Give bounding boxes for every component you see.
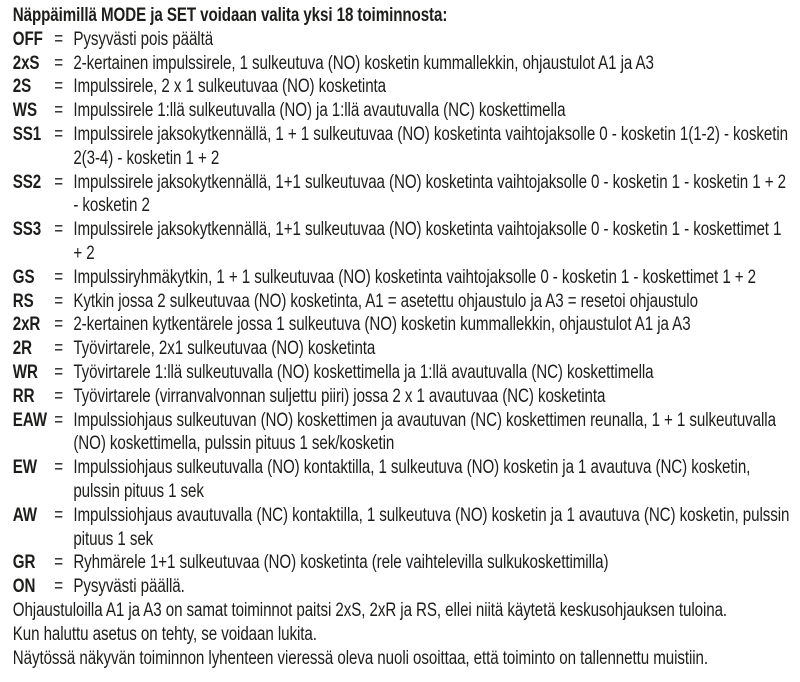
function-code: OFF [12,28,43,50]
equals-sign: = [54,100,63,122]
equals-sign: = [54,28,63,50]
equals-sign: = [54,290,63,312]
equals-sign: = [54,338,63,360]
equals-sign: = [54,123,63,145]
function-code: RS [12,290,34,312]
equals-sign: = [54,504,63,526]
function-row-off [13,28,800,52]
equals-sign: = [54,361,63,383]
function-row-ss1 [13,123,800,171]
function-description: Impulssirele, 2 x 1 sulkeutuvaa (NO) kosketinta [73,76,387,98]
function-row-2r [13,337,800,361]
function-description: Impulssirele jaksokytkennällä, 1+1 sulkeutuvaa (NO) kosketinta vaihtojaksolle 0 - kosketin 1 - kosketin 1 + 2 - kosketin 2 [73,171,786,217]
equals-sign: = [54,385,63,407]
function-code: 2R [12,338,32,360]
function-code: EAW [12,409,48,431]
function-description: Impulssiohjaus avautuvalla (NC) kontaktilla, 1 sulkeutuva (NO) kosketin ja 1 avautuva (NC) kosketin, pulssin pituus 1 sek [73,504,790,550]
function-code: WR [12,361,38,383]
function-code: 2xS [12,52,40,74]
function-row-eaw [13,409,800,457]
function-description: Työvirtarele 1:llä sulkeutuvalla (NO) koskettimella ja 1:llä avautuvalla (NC) koskettimella [73,361,654,383]
function-row-rs [13,290,800,314]
equals-sign: = [54,52,63,74]
equals-sign: = [54,219,63,241]
function-description: Impulssirele jaksokytkennällä, 1+1 sulkeutuvaa (NO) kosketinta vaihtojaksolle 0 - kosketin 1 - koskettimet 1 + 2 [73,219,782,264]
function-description: Impulssirele 1:llä sulkeutuvalla (NO) ja 1:llä avautuvalla (NC) koskettimella [73,100,566,122]
function-description: Työvirtarele (virranvalvonnan suljettu piiri) jossa 2 x 1 avautuvaa (NC) kosketinta [73,385,606,407]
equals-sign: = [54,314,63,336]
note-lock-setting: Kun haluttu asetus on tehty, se voidaan lukita. [12,623,317,645]
function-code: GS [12,266,35,288]
function-code: ON [12,576,36,598]
function-row-2xr [13,313,800,337]
function-description: Pysyvästi pois päältä [73,28,214,50]
function-row-gs [13,266,800,290]
function-row-ss3 [13,218,800,266]
function-code: 2S [12,76,32,98]
function-code: SS3 [12,219,42,241]
equals-sign: = [54,76,63,98]
function-row-2xs [13,52,800,76]
note-display-arrow: Näytössä näkyvän toiminnon lyhenteen vieressä oleva nuoli osoittaa, että toiminto on tallennettu muistiin. [12,647,709,669]
function-code: 2xR [12,314,41,336]
function-list [13,28,800,599]
function-description: Työvirtarele, 2x1 sulkeutuvaa (NO) kosketinta [73,338,376,360]
equals-sign: = [54,266,63,288]
equals-sign: = [54,576,63,598]
function-code: GR [12,552,36,574]
function-code: WS [12,100,37,122]
footer-notes [13,599,800,670]
function-description: Kytkin jossa 2 sulkeutuvaa (NO) kosketinta, A1 = asetettu ohjaustulo ja A3 = resetoi ohjaustulo [73,290,698,312]
function-description: Impulssiohjaus sulkeutuvan (NO) koskettimen ja avautuvan (NC) koskettimen reunalla, 1 + 1 sulkeutuvalla (NO) koskettimella, pulssin pituus 1 sek/kosketin [73,409,776,455]
function-description: Impulssiryhmäkytkin, 1 + 1 sulkeutuvaa (NO) kosketinta vaihtojaksolle 0 - kosketin 1 - koskettimet 1 + 2 [73,266,757,288]
function-code: SS1 [12,123,42,145]
equals-sign: = [54,552,63,574]
function-description: Impulssirele jaksokytkennällä, 1 + 1 sulkeutuvaa (NO) kosketinta vaihtojaksolle 0 - kosketin 1(1-2) - kosketin 2(3-4) - kosketin 1 + 2 [73,123,788,169]
function-row-2s [13,75,800,99]
equals-sign: = [54,171,63,193]
function-row-gr [13,551,800,575]
function-row-rr [13,385,800,409]
function-code: EW [12,457,37,479]
note-control-inputs: Ohjaustuloilla A1 ja A3 on samat toiminnot paitsi 2xS, 2xR ja RS, ellei niitä käytetä keskusohjauksen tuloina. [12,599,728,621]
function-row-ew [13,456,800,504]
function-description: Ryhmärele 1+1 sulkeutuvaa (NO) kosketinta (rele vaihtelevilla sulkukoskettimilla) [73,552,609,574]
function-description: 2-kertainen kytkentärele jossa 1 sulkeutuva (NO) kosketin kummallekkin, ohjaustulot A1 ja A3 [73,314,691,336]
function-description: Impulssiohjaus sulkeutuvalla (NO) kontaktilla, 1 sulkeutuva (NO) kosketin ja 1 avautuva (NC) kosketin, pulssin pituus 1 sek [73,457,751,502]
function-row-on [13,575,800,599]
function-row-ws [13,99,800,123]
equals-sign: = [54,457,63,479]
function-code: AW [12,504,37,526]
function-description: Pysyvästi päällä. [73,576,185,598]
function-row-aw [13,504,800,552]
function-row-wr [13,361,800,385]
function-code: SS2 [12,171,42,193]
function-row-ss2 [13,171,800,219]
equals-sign: = [54,409,63,431]
function-code: RR [12,385,35,407]
function-description: 2-kertainen impulssirele, 1 sulkeutuva (NO) kosketin kummallekkin, ohjaustulot A1 ja A3 [73,52,654,74]
page-title: Näppäimillä MODE ja SET voidaan valita yksi 18 toiminnosta: [12,5,448,26]
